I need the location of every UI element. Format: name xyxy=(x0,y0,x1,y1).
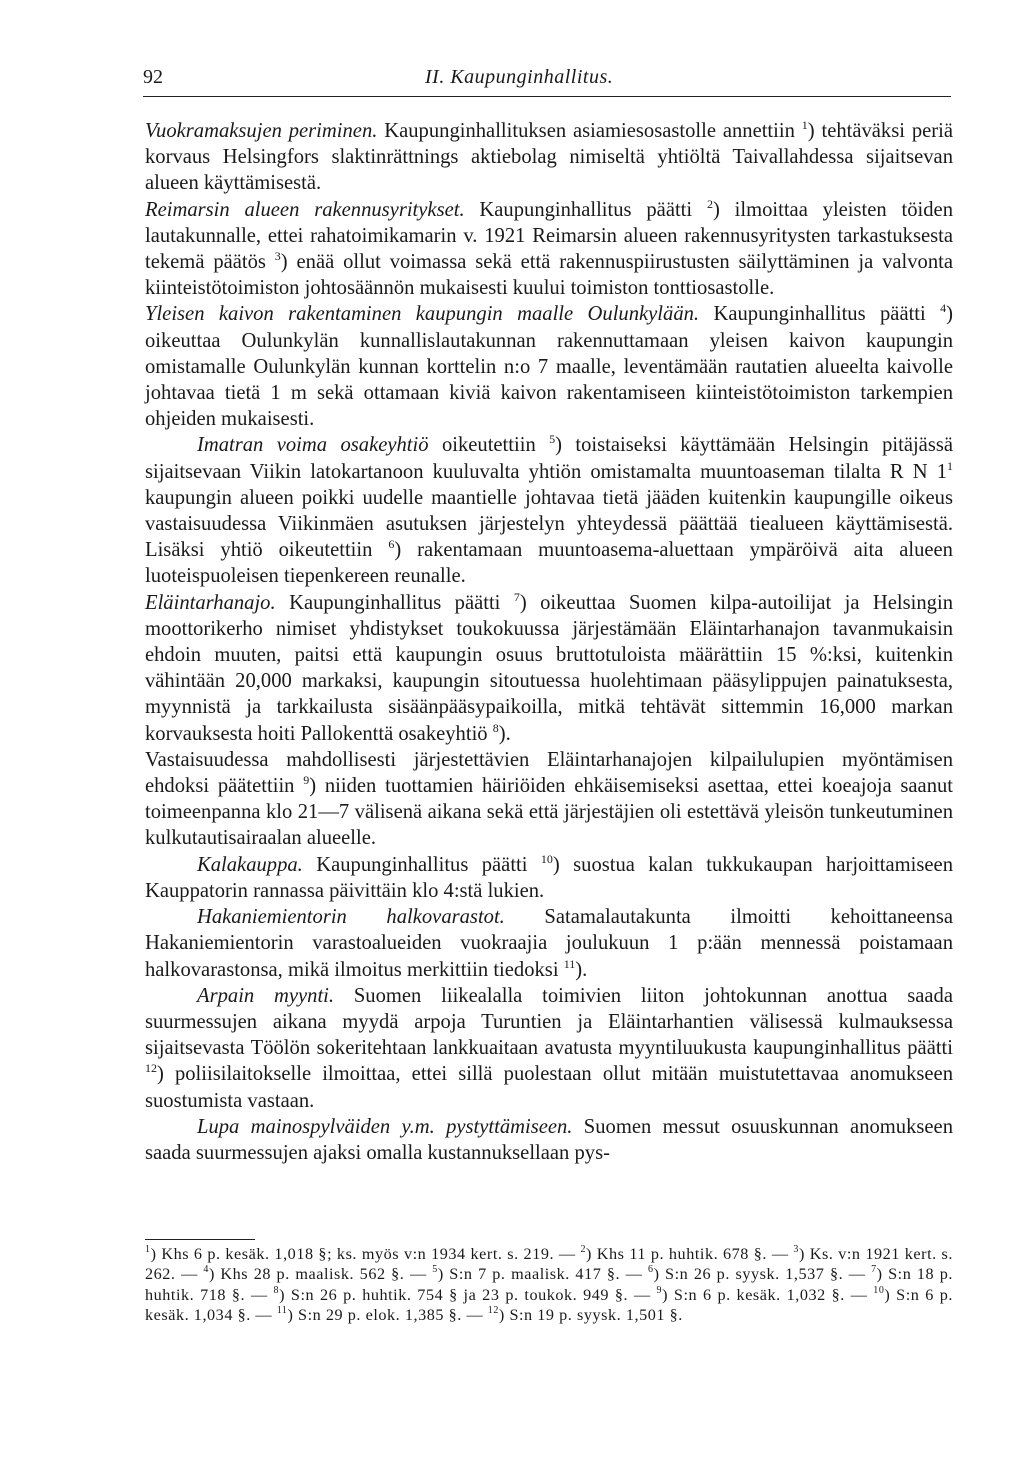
paragraph-mainospylvaat xyxy=(145,1114,953,1166)
footnote-text: ) S:n 6 p. kesäk. 1,032 §. — xyxy=(662,1285,874,1304)
section-lead: Arpain myynti. xyxy=(197,984,335,1007)
paragraph-text: Suomen liikealalla toimivien liiton johtokunnan anottua saada suurmessujen aikana myydä arpoja Turuntien ja Eläintarhantien välisessä kulmauksessa sijaitsevasta Töölön sokeritehtaan lankkuaitaan avatusta myyntiluukusta kaupunginhallitus päätti xyxy=(145,984,953,1060)
footnotes xyxy=(145,1244,953,1326)
footnote-number: 6 xyxy=(648,1264,654,1276)
footnote-ref: 7 xyxy=(513,589,520,604)
footnote-text: ) S:n 26 p. huhtik. 754 § ja 23 p. toukok. 949 §. — xyxy=(279,1285,657,1304)
footnote-number: 11 xyxy=(276,1305,288,1317)
footnote-ref: 6 xyxy=(388,537,395,552)
paragraph-text: Kaupunginhallitus päätti xyxy=(302,853,541,876)
paragraph-imatran xyxy=(145,432,953,589)
running-head xyxy=(143,66,951,97)
paragraph-arpain xyxy=(145,983,953,1114)
section-lead: Yleisen kaivon rakentaminen kaupungin maalle Oulunkylään. xyxy=(145,303,700,326)
section-lead: Vuokramaksujen periminen. xyxy=(145,120,378,142)
paragraph-text: ) tehtäväksi periä korvaus Helsingfors slaktinrättnings aktiebolag nimiseltä yhtiöltä Taivallahdessa sijaitsevan alueen käyttämisestä. xyxy=(145,120,953,195)
paragraph-text: ) rakentamaan muuntoasema-aluettaan ympäröivä aita alueen luoteispuoleisen tiepenkereen reunalle. xyxy=(145,539,953,588)
footnote-text: ) Khs 28 p. maalisk. 562 §. — xyxy=(208,1265,433,1284)
footnote-text: ) S:n 7 p. maalisk. 417 §. — xyxy=(437,1265,648,1284)
paragraph-text: oikeutettiin xyxy=(428,434,550,457)
footnote-text: ) S:n 26 p. syysk. 1,537 §. — xyxy=(653,1265,872,1284)
paragraph-kalakauppa xyxy=(145,852,953,904)
paragraph-text: ) niiden tuottamien häiriöiden ehkäisemiseksi asettaa, ettei koeajoja saanut toimeenpanna klo 21—7 välisenä aikana sekä että järjestäjien oli estettävä yleisön tunkeutuminen kulkutautisairaalan alueelle. xyxy=(145,775,954,850)
footnote-ref: 3 xyxy=(274,249,281,264)
section-lead: Lupa mainospylväiden y.m. pystyttämiseen. xyxy=(197,1115,573,1138)
footnote-ref: 5 xyxy=(549,432,556,447)
footnote-ref: 2 xyxy=(706,196,713,211)
paragraph-vastaisuudessa xyxy=(145,747,953,852)
section-lead: Reimarsin alueen rakennusyritykset. xyxy=(145,198,465,221)
paragraph-reimarsin xyxy=(145,197,953,302)
footnote-number: 8 xyxy=(273,1284,280,1296)
section-lead: Kalakauppa. xyxy=(197,853,303,876)
footnote-text: ) S:n 6 p. kesäk. 1,034 §. — xyxy=(145,1285,953,1325)
paragraph-text: Kaupunginhallitus päätti xyxy=(275,591,514,614)
paragraph-elaintarhanajo xyxy=(145,590,953,747)
paragraph-text: Kaupunginhallituksen asiamiesosastolle annettiin xyxy=(377,120,802,142)
paragraph-text: Satamalautakunta ilmoitti kehoittaneensa Hakaniemientorin varastoalueiden vuokraajia joulukuun 1 p:ään mennessä poistamaan halkovarastonsa, mikä ilmoitus merkittiin tiedoksi xyxy=(145,906,953,981)
paragraph-text: ) oikeuttaa Oulunkylän kunnallislautakunnan rakennuttamaan yleisen kaivon kaupungin omistamalle Oulunkylän kunnan korttelin n:o 7 maalle, leventämään rautatien alueelta kaivolle johtavaa tietä 1 m sekä ottamaan kiviä kaivon rakentamiseen kiinteistötoimiston tarkempien ohjeiden mukaisesti. xyxy=(145,303,953,431)
footnote-text: ) S:n 18 p. huhtik. 718 §. — xyxy=(145,1265,953,1304)
footnote-ref: 8 xyxy=(492,720,499,735)
footnote-ref: 12 xyxy=(145,1061,157,1076)
footnote-text: ) S:n 19 p. syysk. 1,501 §. xyxy=(498,1306,683,1325)
footnote-text: ) Ks. v:n 1921 kert. s. 262. — xyxy=(145,1245,954,1284)
paragraph-vuokramaksujen xyxy=(145,118,953,197)
section-lead: Hakaniemientorin halkovarastot. xyxy=(197,906,505,929)
footnote-ref: 9 xyxy=(303,773,310,788)
footnote-ref: 4 xyxy=(940,301,947,316)
footnote-number: 3 xyxy=(793,1244,799,1255)
paragraph-kaivo xyxy=(145,301,953,432)
paragraph-text: ) suostua kalan tukkukaupan harjoittamiseen Kauppatorin rannassa päivittäin klo 4:stä lukien. xyxy=(145,853,953,902)
paragraph-text: Kaupunginhallitus päätti xyxy=(464,198,707,221)
section-lead: Imatran voima osakeyhtiö xyxy=(197,434,429,457)
paragraph-hakaniemi xyxy=(145,904,953,983)
footnote-number: 2 xyxy=(580,1244,587,1255)
footnote-text: ) Khs 11 p. huhtik. 678 §. — xyxy=(586,1245,794,1263)
paragraph-text: ) oikeuttaa Suomen kilpa-autoilijat ja Helsingin moottorikerho nimiset yhdistykset toukokuussa järjestämään Eläintarhanajon tavanmukaisin ehdoin muuten, paitsi että kaupungin osuus bruttotuloista määrättiin 15 %:ksi, kuitenkin vähintään 20,000 markaksi, kaupungin sitoutuessa huolehtimaan pääsylippujen painatuksesta, myynnistä ja tarkkailusta sisäänpääsypaikoilla, mitkä tehtävät sittemmin 16,000 markan korvauksesta hoiti Pallokenttä osakeyhtiö xyxy=(145,591,953,745)
paragraph-text: ). xyxy=(498,722,511,745)
footnote-ref: 10 xyxy=(540,851,553,866)
running-title: II. Kaupunginhallitus. xyxy=(425,66,614,88)
paragraph-text: ) enää ollut voimassa sekä että rakennuspiirustusten säilyttäminen ja valvonta kiinteistötoimiston johtosäännön mukaisesti kuului toimiston tonttiosastolle. xyxy=(145,251,953,300)
footnote-text: ) S:n 29 p. elok. 1,385 §. — xyxy=(287,1306,488,1325)
paragraph-text: ) poliisilaitokselle ilmoittaa, ettei sillä puolestaan ollut mitään muistutettavaa anomukseen suostumista vastaan. xyxy=(145,1063,953,1112)
footnote-divider xyxy=(145,1239,255,1240)
section-lead: Eläintarhanajo. xyxy=(145,591,276,614)
paragraph-text: ). xyxy=(575,958,588,981)
paragraph-text: kaupungin alueen poikki uudelle maantielle johtavaa tietä jääden kuitenkin kaupungille oikeus vastaisuudessa Viikinmäen asutuksen järjestelyn yhteydessä päättää tiealueen käyttämisestä. Lisäksi yhtiö oikeutettiin xyxy=(145,486,953,562)
body-text xyxy=(145,118,953,1166)
footnote-number: 7 xyxy=(871,1264,877,1276)
footnote-ref: 1 xyxy=(801,118,808,132)
footnote-number: 9 xyxy=(656,1284,663,1296)
footnote-number: 5 xyxy=(432,1264,438,1276)
footnote-text: ) Khs 6 p. kesäk. 1,018 §; ks. myös v:n 1934 kert. s. 219. — xyxy=(150,1245,581,1263)
paragraph-text: Kaupunginhallitus päätti xyxy=(699,303,941,326)
footnote-ref: 11 xyxy=(563,956,576,971)
paragraph-text: Suomen messut osuuskunnan anomukseen saada suurmessujen ajaksi omalla kustannuksellaan pys- xyxy=(145,1115,953,1164)
footnote-number: 1 xyxy=(145,1244,151,1255)
paragraph-text: ) toistaiseksi käyttämään Helsingin pitäjässä sijaitsevaan Viikin latokartanoon kuuluvalta yhtiön omistamalta muuntoaseman tilalta R N 1 xyxy=(145,434,953,483)
footnote-number: 12 xyxy=(487,1305,499,1317)
footnote-number: 4 xyxy=(203,1264,209,1276)
footnote-number: 10 xyxy=(873,1284,885,1296)
page-number: 92 xyxy=(143,66,163,88)
paragraph-text: ) ilmoittaa yleisten töiden lautakunnalle, ettei rahatoimikamarin v. 1921 Reimarsin alueen rakennusyritysten tarkastuksesta tekemä päätös xyxy=(145,198,953,274)
superscript-mark: 1 xyxy=(947,458,953,473)
paragraph-text: Vastaisuudessa mahdollisesti järjestettävien Eläintarhanajojen kilpailulupien myöntämisen ehdoksi päätettiin xyxy=(145,748,953,798)
